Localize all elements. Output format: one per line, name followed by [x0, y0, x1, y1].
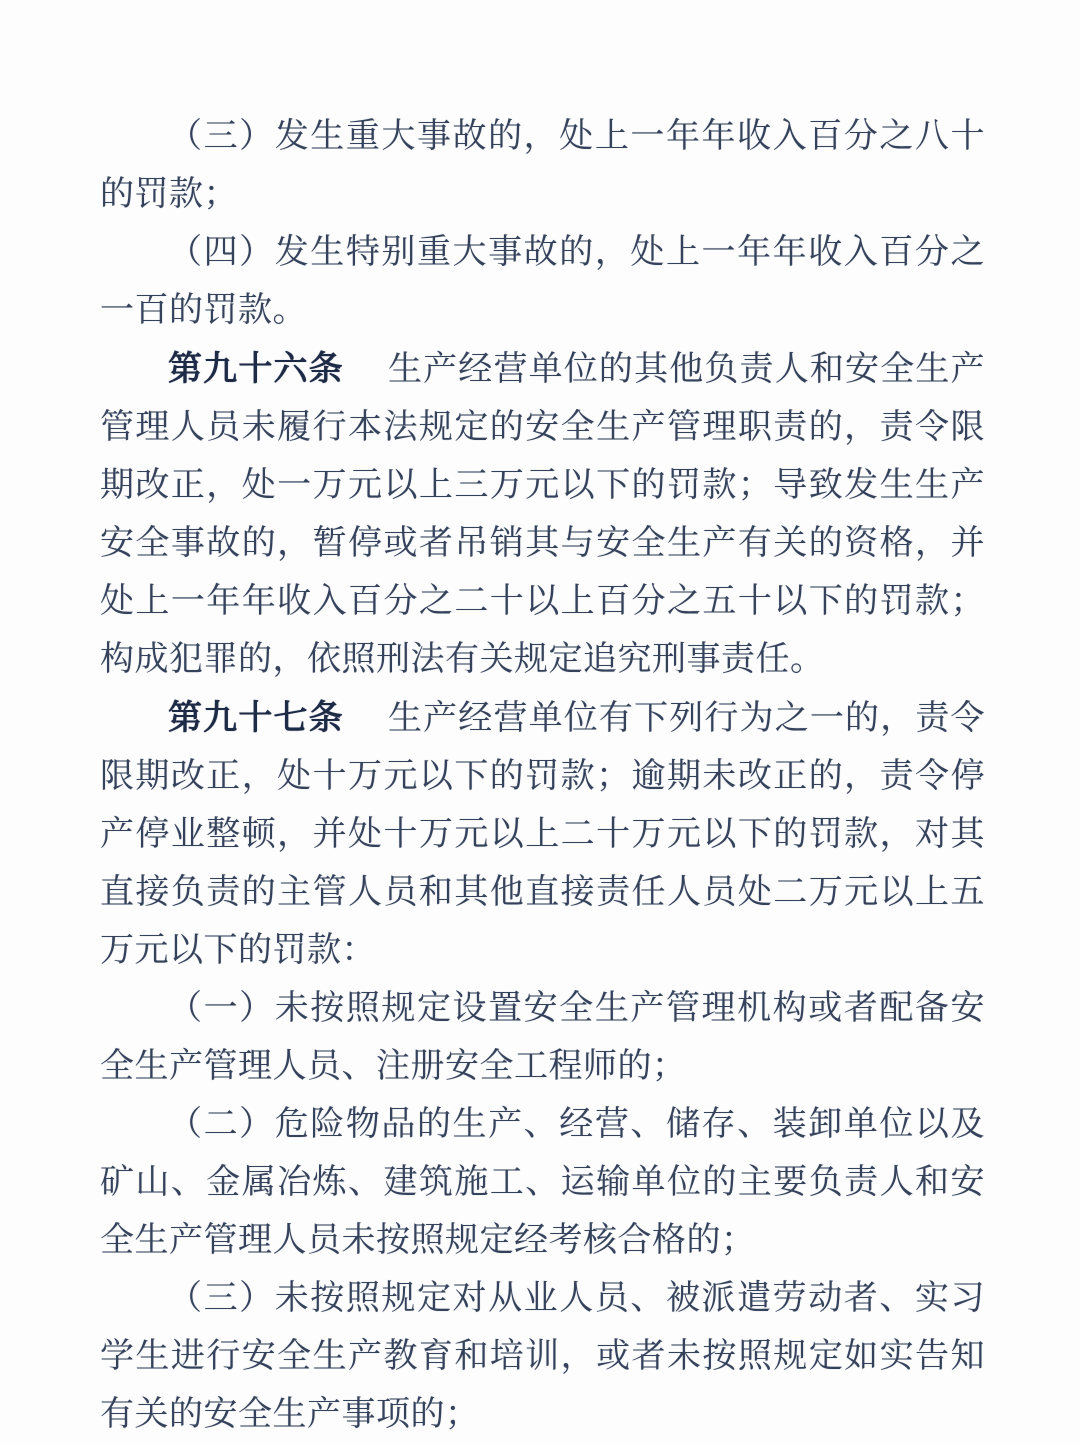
paragraph-numbered-item [100, 224, 985, 340]
paragraph-text: （三）未按照规定对从业人员、被派遣劳动者、实习学生进行安全生产教育和培训，或者未按照规定如实告知有关的安全生产事项的； [100, 1280, 985, 1433]
paragraph-numbered-item [100, 980, 985, 1096]
paragraph-numbered-item [100, 108, 985, 224]
paragraph-article [100, 689, 985, 980]
document-body [100, 108, 985, 1444]
paragraph-text: 生产经营单位的其他负责人和安全生产管理人员未履行本法规定的安全生产管理职责的，责令限期改正，处一万元以上三万元以下的罚款；导致发生生产安全事故的，暂停或者吊销其与安全生产有关的资格，并处上一年年收入百分之二十以上百分之五十以下的罚款；构成犯罪的，依照刑法有关规定追究刑事责任。 [100, 351, 986, 678]
paragraph-article [100, 340, 985, 689]
paragraph-text: （一）未按照规定设置安全生产管理机构或者配备安全生产管理人员、注册安全工程师的； [100, 990, 985, 1085]
paragraph-numbered-item [100, 1096, 985, 1270]
paragraph-text: （四）发生特别重大事故的，处上一年年收入百分之一百的罚款。 [100, 234, 985, 329]
article-number-heading: 第九十六条 [168, 350, 344, 388]
article-number-heading: 第九十七条 [168, 699, 344, 737]
paragraph-text: （二）危险物品的生产、经营、储存、装卸单位以及矿山、金属冶炼、建筑施工、运输单位的主要负责人和安全生产管理人员未按照规定经考核合格的； [100, 1106, 985, 1259]
paragraph-text: （三）发生重大事故的，处上一年年收入百分之八十的罚款； [100, 118, 985, 213]
paragraph-numbered-item [100, 1270, 985, 1444]
paragraph-text: 生产经营单位有下列行为之一的，责令限期改正，处十万元以下的罚款；逾期未改正的，责令停产停业整顿，并处十万元以上二十万元以下的罚款，对其直接负责的主管人员和其他直接责任人员处二万元以上五万元以下的罚款： [100, 700, 986, 969]
